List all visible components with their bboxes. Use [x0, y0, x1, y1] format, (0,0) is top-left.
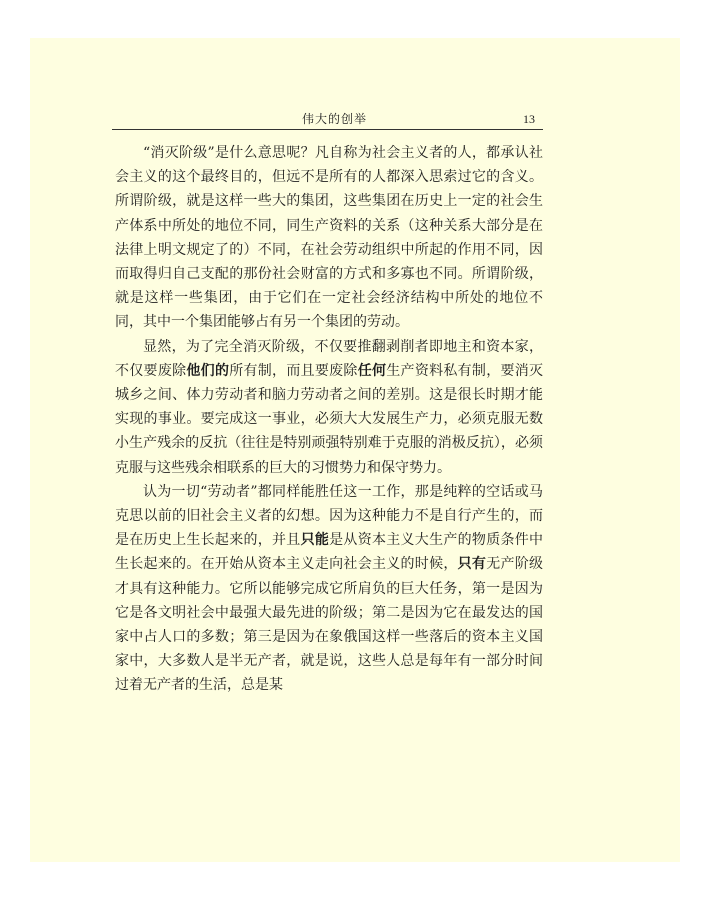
paragraph-3	[115, 480, 543, 698]
paragraph-3-text-c: 无产阶级才具有这种能力。它所以能够完成它所肩负的巨大任务，第一是因为它是各文明社会中最强大最先进的阶级；第二是因为它在最发达的国家中占人口的多数；第三是因为在象俄国这样一些落后的资本主义国家中，大多数人是半无产者，就是说，这些人总是每年有一部分时间过着无产者的生活，总是某	[115, 556, 544, 694]
emphasis-only: 只有	[457, 556, 487, 573]
paragraph-3-text-b: 是从资本主义大生产的物质条件中生长起来的。在开始从资本主义走向社会主义的时候，	[115, 532, 544, 573]
paragraph-1-text: “消灭阶级”是什么意思呢？凡自称为社会主义者的人，都承认社会主义的这个最终目的，但远不是所有的人都深入思索过它的含义。所谓阶级，就是这样一些大的集团，这些集团在历史上一定的社会生产体系中所处的地位不同，同生产资料的关系（这种关系大部分是在法律上明文规定了的）不同，在社会劳动组织中所起的作用不同，因而取得归自己支配的那份社会财富的方式和多寡也不同。所谓阶级，就是这样一些集团，由于它们在一定社会经济结构中所处的地位不同，其中一个集团能够占有另一个集团的劳动。	[115, 145, 543, 331]
paragraph-2-text-a: 显然，为了完全消灭阶级，不仅要推翻剥削者即地主和资本家，不仅要废除	[115, 338, 543, 379]
paragraph-2-text-c: 生产资料私有制，要消灭城乡之间、体力劳动者和脑力劳动者之间的差别。这是很长时期才能实现的事业。要完成这一事业，必须大大发展生产力，必须克服无数小生产残余的反抗（往往是特别顽强特别难于克服的消极反抗），必须克服与这些残余相联系的巨大的习惯势力和保守势力。	[115, 362, 544, 476]
chapter-title: 伟大的创举	[302, 112, 368, 126]
paragraph-2	[115, 335, 543, 480]
paragraph-1	[115, 141, 543, 335]
paragraph-3-text-a: 认为一切“劳动者”都同样能胜任这一工作，那是纯粹的空话或马克思以前的旧社会主义者的幻想。因为这种能力不是自行产生的，而是在历史上生长起来的，并且	[115, 483, 543, 549]
emphasis-their: 他们的	[186, 362, 230, 379]
emphasis-any: 任何	[357, 362, 387, 379]
emphasis-only-can: 只能	[300, 532, 330, 549]
paragraph-2-text-b: 所有制，而且要废除	[229, 362, 358, 379]
page-number: 13	[523, 112, 535, 126]
body-text	[115, 141, 543, 698]
running-header	[112, 110, 543, 130]
